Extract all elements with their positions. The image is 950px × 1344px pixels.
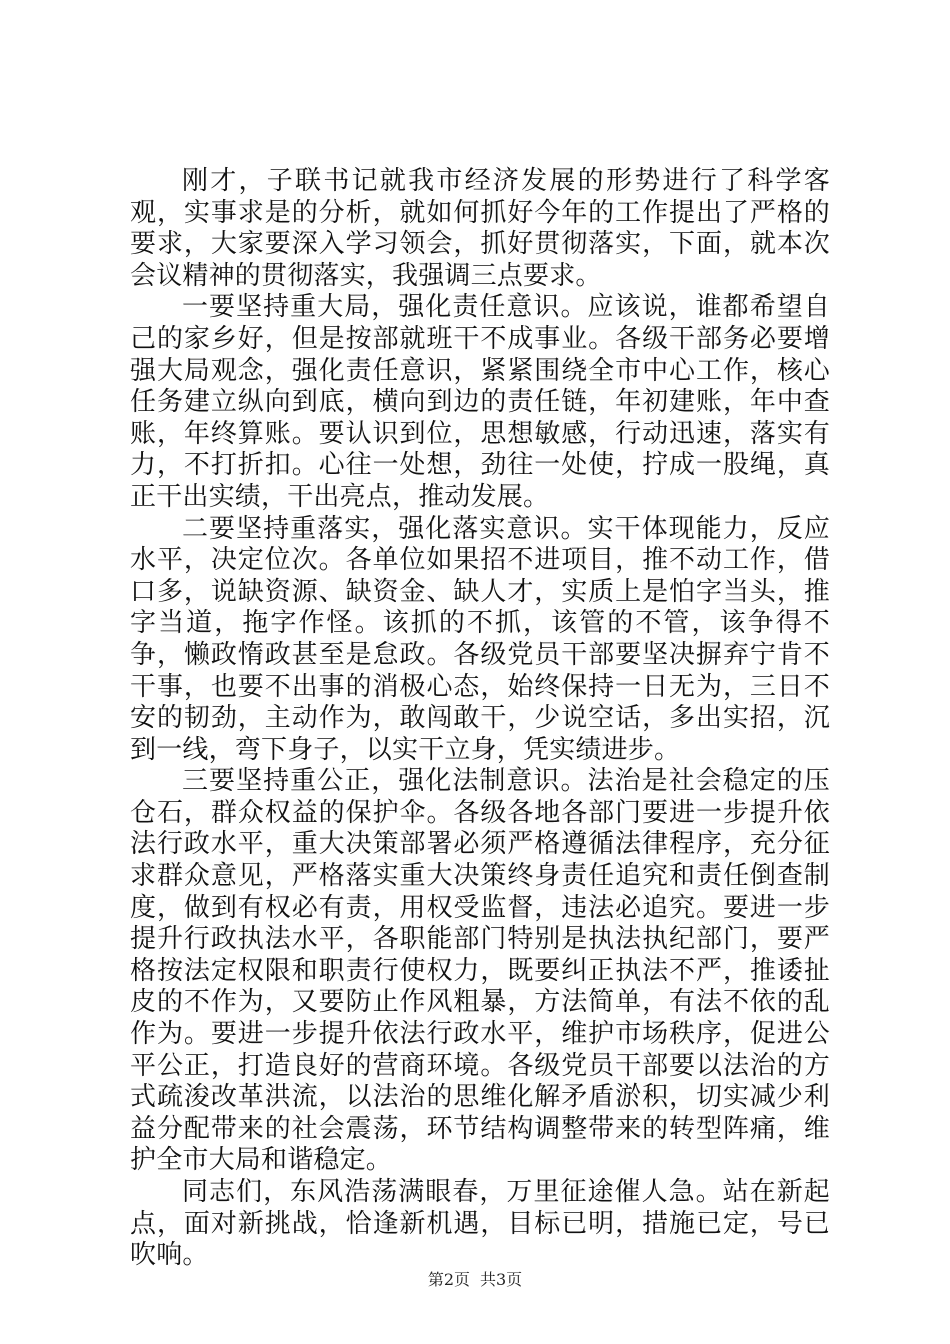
paragraph-point-two: 二要坚持重落实，强化落实意识。实干体现能力，反应水平，决定位次。各单位如果招不进项目，推不动工作，借口多，说缺资源、缺资金、缺人才，实质上是怕字当头，推字当道，拖字作怪。该抓的不抓，该管的不管，该争得不争，懒政惰政甚至是怠政。各级党员干部要坚决摒弃宁肯不干事，也要不出事的消极心态，始终保持一日无为，三日不安的韧劲，主动作为，敢闯敢干，少说空话，多出实招，沉到一线，弯下身子，以实干立身，凭实绩进步。 bbox=[130, 513, 830, 765]
paragraph-point-three: 三要坚持重公正，强化法制意识。法治是社会稳定的压仓石，群众权益的保护伞。各级各地各部门要进一步提升依法行政水平，重大决策部署必须严格遵循法律程序，充分征求群众意见，严格落实重大决策终身责任追究和责任倒查制度，做到有权必有责，用权受监督，违法必追究。要进一步提升行政执法水平，各职能部门特别是执法执纪部门，要严格按法定权限和职责行使权力，既要纠正执法不严，推诿扯皮的不作为，又要防止作风粗暴，方法简单，有法不依的乱作为。要进一步提升依法行政水平，维护市场秩序，促进公平公正，打造良好的营商环境。各级党员干部要以法治的方式疏浚改革洪流，以法治的思维化解矛盾淤积，切实减少利益分配带来的社会震荡，环节结构调整带来的转型阵痛，维护全市大局和谐稳定。 bbox=[130, 766, 830, 1176]
page-total: 共3页 bbox=[480, 1270, 523, 1289]
page-number: 第2页 bbox=[427, 1270, 470, 1289]
paragraph-intro: 刚才，子联书记就我市经济发展的形势进行了科学客观，实事求是的分析，就如何抓好今年的工作提出了严格的要求，大家要深入学习领会，抓好贯彻落实，下面，就本次会议精神的贯彻落实，我强调三点要求。 bbox=[130, 166, 830, 291]
document-body bbox=[130, 166, 830, 1272]
paragraph-closing: 同志们，东风浩荡满眼春，万里征途催人急。站在新起点，面对新挑战，恰逢新机遇，目标已明，措施已定，号已吹响。 bbox=[130, 1177, 830, 1271]
page-footer bbox=[0, 1270, 950, 1290]
paragraph-point-one: 一要坚持重大局，强化责任意识。应该说，谁都希望自己的家乡好，但是按部就班干不成事业。各级干部务必要增强大局观念，强化责任意识，紧紧围绕全市中心工作，核心任务建立纵向到底，横向到边的责任链，年初建账，年中查账，年终算账。要认识到位，思想敏感，行动迅速，落实有力，不打折扣。心往一处想，劲往一处使，拧成一股绳，真正干出实绩，干出亮点，推动发展。 bbox=[130, 292, 830, 512]
